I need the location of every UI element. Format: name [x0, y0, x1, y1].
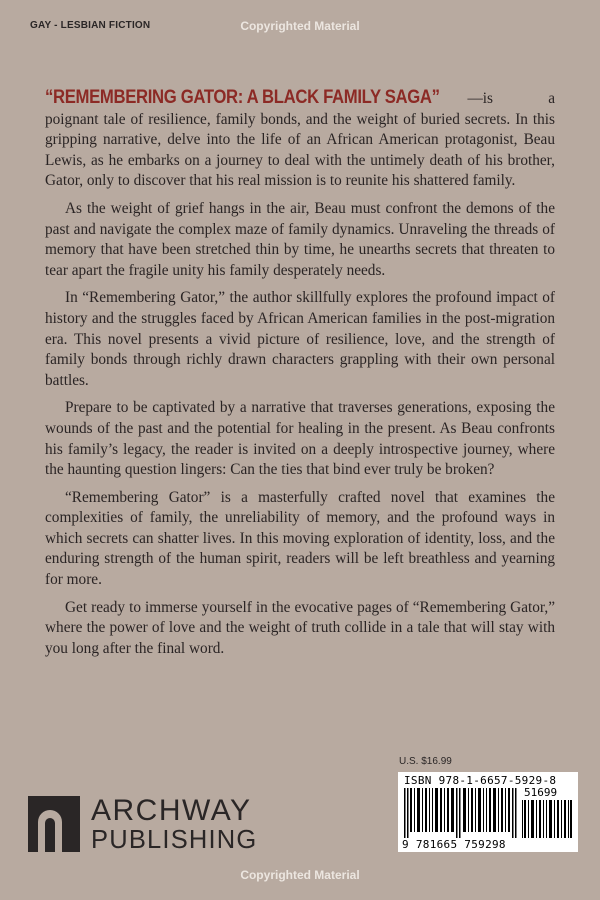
ean-barcode-bars — [404, 788, 518, 838]
blurb-lead-text: —is a poignant tale of resilience, family bonds, and the weight of buried secrets. In this gripping narrative, delve into the life of an African American protagonist, Beau Lewis, as he embarks on a journey to deal with the untimely death of his brother, Gator, only to discover that his real mission is to reunite his shattered family. — [45, 90, 555, 190]
addon-barcode-bars — [522, 800, 572, 838]
publisher-name-line1: ARCHWAY — [91, 794, 252, 827]
genre-label: GAY - LESBIAN FICTION — [30, 20, 151, 31]
blurb-paragraph-2: As the weight of grief hangs in the air, Beau must confront the demons of the past and navigate the complex maze of family dynamics. Unraveling the threads of memory that have been stretched thin by time, he unearths secrets that threaten to tear apart the fragile unity his family desperately needs. — [45, 199, 555, 279]
book-title: “REMEMBERING GATOR: A BLACK FAMILY SAGA” — [45, 87, 440, 108]
blurb-paragraph-5: “Remembering Gator” is a masterfully crafted novel that examines the complexities of family, the unreliability of memory, and the profound ways in which secrets can shatter lives. In this moving exploration of identity, loss, and the enduring strength of the human spirit, readers will be left breathless and yearning for more. — [45, 488, 555, 589]
publisher-logo — [28, 796, 278, 852]
back-cover-blurb — [45, 88, 555, 666]
price-label: U.S. $16.99 — [399, 756, 452, 767]
blurb-paragraph-1 — [45, 88, 555, 192]
watermark-top: Copyrighted Material — [240, 19, 360, 33]
watermark-bottom: Copyrighted Material — [240, 868, 360, 882]
blurb-paragraph-4: Prepare to be captivated by a narrative that traverses generations, exposing the wounds of the past and the potential for healing in the present. As Beau confronts his family’s legacy, the reader is invited on a deeply introspective journey, where the haunting question lingers: Can the ties that bind ever truly be broken? — [45, 399, 555, 479]
blurb-paragraph-3: In “Remembering Gator,” the author skillfully explores the profound impact of history and the struggles faced by African American families in the post-migration era. This novel presents a vivid picture of resilience, love, and the strength of family bonds through richly drawn characters grappling with their own personal battles. — [45, 289, 555, 389]
isbn-text: ISBN 978-1-6657-5929-8 — [404, 774, 557, 787]
archway-arch-icon — [28, 796, 80, 852]
publisher-name-line2: PUBLISHING — [91, 826, 258, 854]
blurb-paragraph-6: Get ready to immerse yourself in the evocative pages of “Remembering Gator,” where the power of love and the weight of truth collide in a tale that will stay with you long after the final word. — [45, 598, 555, 657]
isbn-barcode — [398, 772, 578, 852]
price-addon-digits: 51699 — [524, 786, 558, 799]
ean-digits: 9 781665 759298 — [402, 838, 506, 851]
